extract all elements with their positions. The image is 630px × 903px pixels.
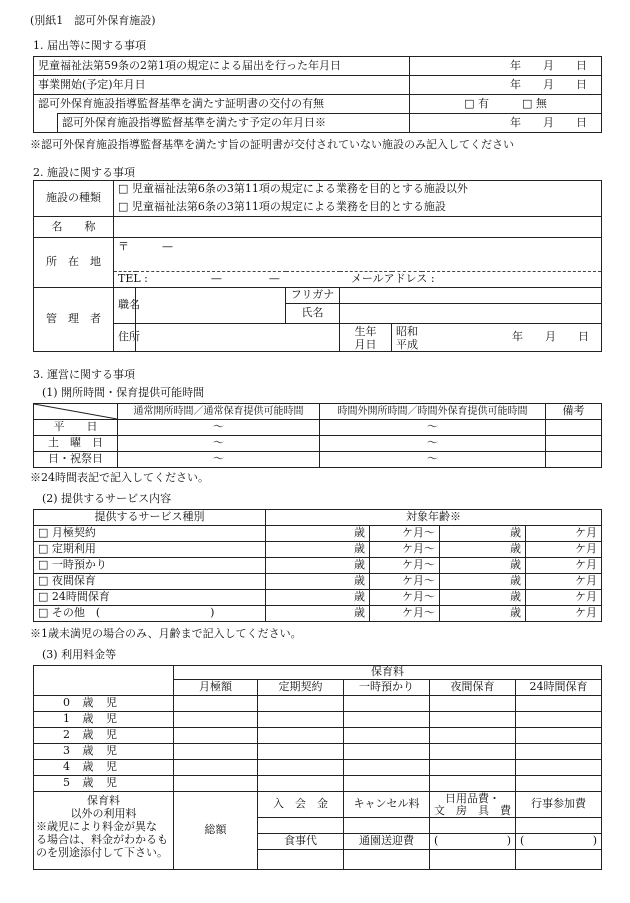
s1-row3-label: 認可外保育施設指導監督基準を満たす証明書の交付の有無	[34, 95, 410, 114]
hours-row-label: 日・祝祭日	[34, 452, 118, 468]
fee-cell[interactable]	[174, 776, 258, 792]
hours-normal-cell[interactable]: 〜	[118, 420, 320, 436]
age-from-months[interactable]: ケ月〜	[370, 590, 440, 606]
bus-fee-label: 通園送迎費	[344, 834, 430, 850]
hours-note: ※24時間表記で記入してください。	[30, 471, 209, 484]
birthdate-label-line2: 月日	[354, 337, 377, 351]
age-row-label: 1 歳 児	[34, 712, 174, 728]
fee-header: 24時間保育	[516, 680, 602, 696]
cancel-fee-label: キャンセル料	[344, 792, 430, 818]
age-to-months[interactable]: ケ月	[526, 590, 602, 606]
facility-kind-label: 施設の種類	[34, 181, 114, 217]
other-fee-extra-1[interactable]: ( )	[430, 834, 516, 850]
manager-address-label: 住所	[114, 324, 136, 352]
hours-header-normal: 通常開所時間／通常保育提供可能時間	[118, 404, 320, 420]
manager-label: 管 理 者	[34, 288, 114, 352]
section1-heading: 1. 届出等に関する事項	[33, 39, 146, 52]
hours-extended-cell[interactable]: 〜	[320, 436, 546, 452]
email-label: メールアドレス :	[350, 272, 435, 286]
doc-title: (別紙1 認可外保育施設)	[30, 14, 156, 27]
fee-cell[interactable]	[258, 776, 344, 792]
s1-row4-label: 認可外保育施設指導監督基準を満たす予定の年月日※	[58, 114, 410, 133]
furigana-label: フリガナ	[286, 288, 340, 304]
meal-fee-label: 食事代	[258, 834, 344, 850]
event-fee-field[interactable]	[516, 818, 602, 834]
age-to-years[interactable]: 歳	[440, 606, 526, 622]
service-row[interactable]: □ 一時預かり	[34, 558, 266, 574]
hours-header-extended: 時間外開所時間／時間外保育提供可能時間	[320, 404, 546, 420]
fee-header: 一時預かり	[344, 680, 430, 696]
hours-normal-cell[interactable]: 〜	[118, 452, 320, 468]
age-to-months[interactable]: ケ月	[526, 526, 602, 542]
service-row[interactable]: □ 夜間保育	[34, 574, 266, 590]
hours-notes-cell[interactable]	[546, 420, 602, 436]
age-from-years[interactable]: 歳	[266, 590, 370, 606]
age-from-years[interactable]: 歳	[266, 574, 370, 590]
total-label: 総額	[174, 792, 258, 870]
facility-kind-option1[interactable]: □ 児童福祉法第6条の3第11項の規定による業務を目的とする施設以外	[114, 181, 602, 199]
hours-normal-cell[interactable]: 〜	[118, 436, 320, 452]
s1-indent-cell	[34, 114, 58, 133]
age-row-label: 2 歳 児	[34, 728, 174, 744]
manager-name-field[interactable]	[340, 304, 602, 324]
entrance-fee-label: 入 会 金	[258, 792, 344, 818]
fee-cell[interactable]	[344, 728, 430, 744]
fee-cell[interactable]	[174, 744, 258, 760]
supplies-fee-label	[430, 792, 516, 818]
fee-cell[interactable]	[174, 712, 258, 728]
era-heisei: 平成	[396, 337, 418, 351]
fee-cell[interactable]	[344, 744, 430, 760]
other-fee-extra-2[interactable]: ( )	[516, 834, 602, 850]
age-from-months[interactable]: ケ月〜	[370, 606, 440, 622]
other-fees-note3: のを別途添付して下さい。	[36, 846, 168, 859]
hours-row-label: 平 日	[34, 420, 118, 436]
age-from-months[interactable]: ケ月〜	[370, 526, 440, 542]
job-title-field[interactable]	[136, 288, 286, 324]
fee-cell[interactable]	[174, 760, 258, 776]
fee-cell[interactable]	[258, 696, 344, 712]
service-row[interactable]: □ 定期利用	[34, 542, 266, 558]
fee-cell[interactable]	[344, 760, 430, 776]
fee-cell[interactable]	[344, 776, 430, 792]
birthdate-label-line1: 生年	[354, 324, 377, 338]
age-to-months[interactable]: ケ月	[526, 542, 602, 558]
fee-cell[interactable]	[430, 760, 516, 776]
age-from-months[interactable]: ケ月〜	[370, 574, 440, 590]
facility-name-field[interactable]	[114, 217, 602, 238]
supplies-fee-label2: 文 房 具 費	[434, 803, 511, 817]
service-row[interactable]: □ 24時間保育	[34, 590, 266, 606]
tel-dash-1: —	[210, 272, 222, 286]
age-row-label: 4 歳 児	[34, 760, 174, 776]
furigana-field[interactable]	[340, 288, 602, 304]
fee-cell[interactable]	[516, 760, 602, 776]
fee-cell[interactable]	[430, 744, 516, 760]
supplies-fee-label1: 日用品費・	[445, 791, 500, 805]
services-subheading: (2) 提供するサービス内容	[42, 492, 172, 505]
fee-cell[interactable]	[516, 776, 602, 792]
fee-cell[interactable]	[344, 696, 430, 712]
hours-table	[33, 403, 602, 468]
birthdate-label	[340, 324, 392, 352]
fees-group-header: 保育料	[174, 666, 602, 680]
fees-table	[33, 665, 602, 870]
event-fee-label: 行事参加費	[516, 792, 602, 818]
fee-cell[interactable]	[516, 696, 602, 712]
facility-address-label: 所 在 地	[34, 238, 114, 288]
age-to-years[interactable]: 歳	[440, 574, 526, 590]
other-fees-label	[34, 792, 174, 870]
fee-cell[interactable]	[516, 712, 602, 728]
services-table	[33, 509, 602, 622]
fee-cell[interactable]	[430, 728, 516, 744]
service-row[interactable]: □ その他 ( )	[34, 606, 266, 622]
fee-cell[interactable]	[258, 760, 344, 776]
fees-subheading: (3) 利用料金等	[42, 648, 117, 661]
age-row-label: 3 歳 児	[34, 744, 174, 760]
other-fee-extra-1-field[interactable]	[430, 850, 516, 870]
manager-name-label: 氏名	[286, 304, 340, 324]
fees-corner-cell	[34, 666, 174, 696]
age-to-months[interactable]: ケ月	[526, 574, 602, 590]
hours-subheading: (1) 開所時間・保育提供可能時間	[42, 386, 205, 399]
postal-code-field[interactable]: 〒 —	[114, 238, 602, 257]
section2-table	[33, 180, 602, 352]
age-to-months[interactable]: ケ月	[526, 606, 602, 622]
hours-row-label: 土 曜 日	[34, 436, 118, 452]
fee-cell[interactable]	[174, 728, 258, 744]
contact-row	[114, 272, 602, 288]
fee-cell[interactable]	[516, 744, 602, 760]
other-fees-title2: 以外の利用料	[70, 807, 137, 820]
age-from-years[interactable]: 歳	[266, 606, 370, 622]
service-row[interactable]: □ 月極契約	[34, 526, 266, 542]
services-note: ※1歳未満児の場合のみ、月齢まで記入してください。	[30, 627, 302, 640]
hours-extended-cell[interactable]: 〜	[320, 420, 546, 436]
age-to-months[interactable]: ケ月	[526, 558, 602, 574]
manager-address-field[interactable]	[136, 324, 340, 352]
age-from-years[interactable]: 歳	[266, 542, 370, 558]
bus-fee-field[interactable]	[344, 850, 430, 870]
hours-extended-cell[interactable]: 〜	[320, 452, 546, 468]
entrance-fee-field[interactable]	[258, 818, 344, 834]
s1-row1-label: 児童福祉法第59条の2第1項の規定による届出を行った年月日	[34, 57, 410, 76]
meal-fee-field[interactable]	[258, 850, 344, 870]
birthdate-field[interactable]	[392, 324, 602, 352]
other-fees-note2: る場合は、料金がわかるも	[36, 833, 168, 846]
age-from-years[interactable]: 歳	[266, 558, 370, 574]
hours-notes-cell[interactable]	[546, 452, 602, 468]
age-row-label: 0 歳 児	[34, 696, 174, 712]
section2-heading: 2. 施設に関する事項	[33, 166, 135, 179]
s1-row4-value[interactable]: 年 月 日	[410, 114, 602, 133]
fee-cell[interactable]	[258, 744, 344, 760]
tel-label: TEL :	[118, 272, 148, 286]
fee-cell[interactable]	[258, 728, 344, 744]
age-from-months[interactable]: ケ月〜	[370, 542, 440, 558]
age-to-years[interactable]: 歳	[440, 590, 526, 606]
s1-row3-value[interactable]: □ 有 □ 無	[410, 95, 602, 114]
fee-cell[interactable]	[430, 696, 516, 712]
other-fees-title1: 保育料	[87, 794, 120, 807]
era-showa: 昭和	[396, 324, 418, 338]
other-fee-extra-2-field[interactable]	[516, 850, 602, 870]
fee-header: 夜間保育	[430, 680, 516, 696]
supplies-fee-field[interactable]	[430, 818, 516, 834]
s1-note: ※認可外保育施設指導監督基準を満たす旨の証明書が交付されていない施設のみ記入してください	[30, 138, 514, 151]
age-to-years[interactable]: 歳	[440, 542, 526, 558]
fee-cell[interactable]	[344, 712, 430, 728]
job-title-label: 職名	[114, 288, 136, 324]
age-from-years[interactable]: 歳	[266, 526, 370, 542]
age-to-years[interactable]: 歳	[440, 526, 526, 542]
hours-header-notes: 備考	[546, 404, 602, 420]
services-header-age: 対象年齢※	[266, 510, 602, 526]
s1-row2-label: 事業開始(予定)年月日	[34, 76, 410, 95]
fee-cell[interactable]	[258, 712, 344, 728]
hours-notes-cell[interactable]	[546, 436, 602, 452]
address-field[interactable]	[114, 257, 602, 272]
section3-heading: 3. 運営に関する事項	[33, 368, 135, 381]
cancel-fee-field[interactable]	[344, 818, 430, 834]
age-row-label: 5 歳 児	[34, 776, 174, 792]
section1-table	[33, 56, 602, 133]
facility-kind-option2[interactable]: □ 児童福祉法第6条の3第11項の規定による業務を目的とする施設	[114, 199, 602, 217]
hours-corner-cell	[34, 404, 118, 420]
other-fees-note1: ※歳児により料金が異な	[36, 820, 157, 833]
fee-cell[interactable]	[430, 712, 516, 728]
fee-header: 月極額	[174, 680, 258, 696]
facility-name-label: 名 称	[34, 217, 114, 238]
fee-header: 定期契約	[258, 680, 344, 696]
services-header-type: 提供するサービス種別	[34, 510, 266, 526]
fee-cell[interactable]	[430, 776, 516, 792]
tel-dash-2: —	[268, 272, 280, 286]
fee-cell[interactable]	[174, 696, 258, 712]
s1-row2-value[interactable]: 年 月 日	[410, 76, 602, 95]
age-to-years[interactable]: 歳	[440, 558, 526, 574]
age-from-months[interactable]: ケ月〜	[370, 558, 440, 574]
fee-cell[interactable]	[516, 728, 602, 744]
birthdate-ymd: 年 月 日	[512, 330, 590, 344]
s1-row1-value[interactable]: 年 月 日	[410, 57, 602, 76]
